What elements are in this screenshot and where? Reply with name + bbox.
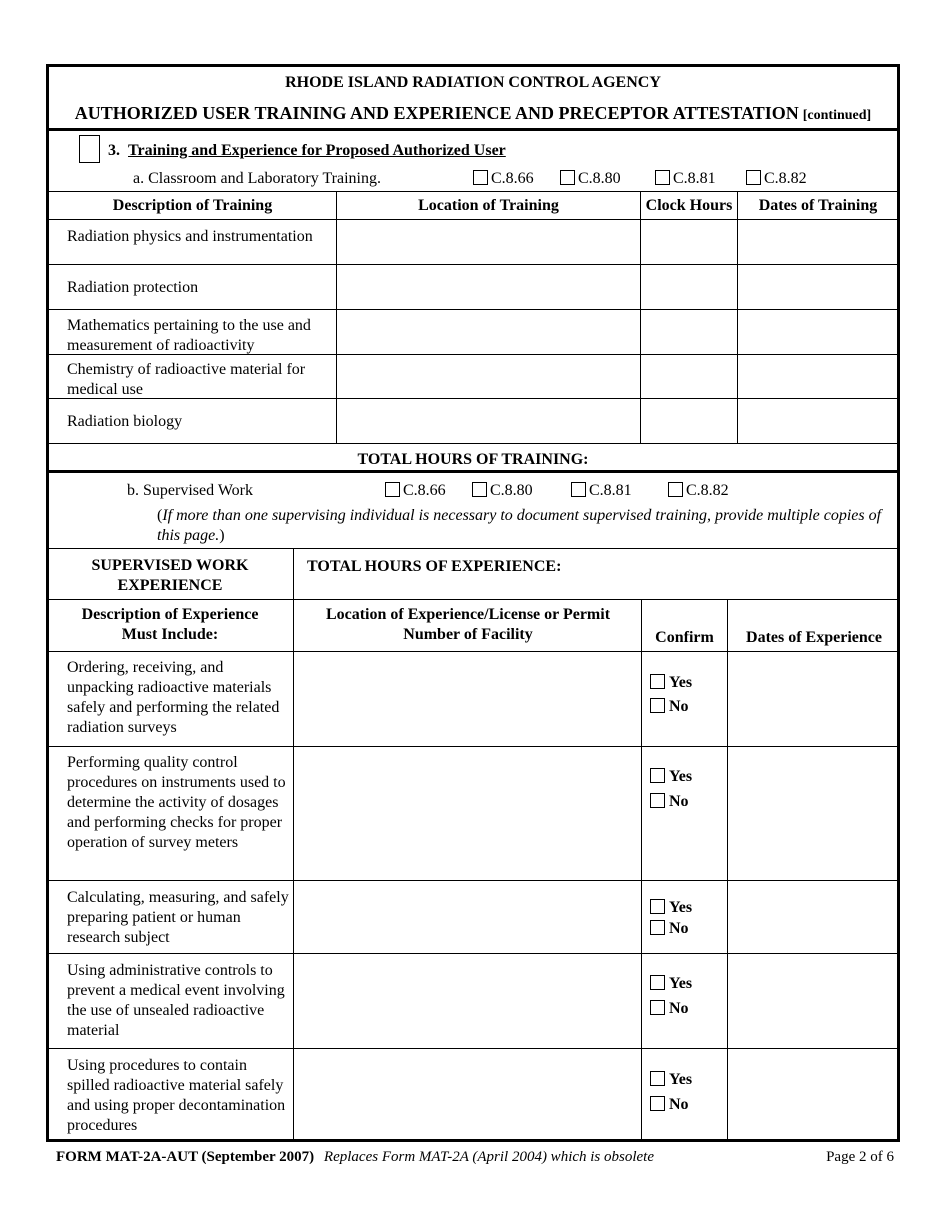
checkbox[interactable]: [385, 482, 400, 497]
col-header-dates: Dates of Training: [758, 197, 878, 214]
part-b-label: b. Supervised Work: [127, 482, 253, 499]
checkbox[interactable]: [655, 170, 670, 185]
part-b-option[interactable]: C.8.80: [472, 481, 533, 501]
form-title: AUTHORIZED USER TRAINING AND EXPERIENCE AND PRECEPTOR ATTESTATION: [74, 103, 799, 123]
checkbox[interactable]: [650, 698, 665, 713]
table-rule: [46, 309, 900, 310]
section3-title: Training and Experience for Proposed Authorized User: [128, 142, 506, 159]
training-row-label: Chemistry of radioactive material for medical use: [67, 361, 306, 398]
table-rule: [46, 443, 900, 444]
part-b-option[interactable]: C.8.82: [668, 481, 729, 501]
table-col-rule: [640, 191, 641, 443]
checkbox[interactable]: [650, 1000, 665, 1015]
table-rule: [46, 264, 900, 265]
experience-row-label: Using administrative controls to prevent a medical event involving the use of unsealed radioactive material: [67, 962, 285, 1039]
table-col-rule: [727, 599, 728, 1140]
confirm-yes[interactable]: Yes: [650, 974, 692, 994]
col-header-location: Location of Training: [418, 197, 559, 214]
training-row-label: Radiation physics and instrumentation: [67, 228, 313, 245]
part-a-option[interactable]: C.8.66: [473, 169, 534, 189]
supervised-work-experience-label: SUPERVISED WORK EXPERIENCE: [91, 557, 249, 594]
col-header-confirm: Confirm: [655, 629, 714, 646]
experience-row-label: Calculating, measuring, and safely preparing patient or human research subject: [67, 889, 289, 946]
training-row-label: Radiation protection: [67, 279, 199, 296]
checkbox[interactable]: [650, 975, 665, 990]
header-divider: [46, 128, 900, 131]
agency-name: RHODE ISLAND RADIATION CONTROL AGENCY: [285, 74, 661, 91]
page-number: Page 2 of 6: [826, 1149, 894, 1165]
col-header-experience-location: Location of Experience/License or Permit Number of Facility: [325, 606, 611, 643]
training-row-label: Radiation biology: [67, 413, 183, 430]
checkbox[interactable]: [650, 793, 665, 808]
table-rule: [46, 191, 900, 192]
table-col-rule: [737, 191, 738, 443]
training-row-label: Mathematics pertaining to the use and measurement of radioactivity: [67, 317, 311, 354]
section3-number: 3.: [108, 142, 120, 159]
part-b-option[interactable]: C.8.81: [571, 481, 632, 501]
page-title: [49, 102, 897, 127]
confirm-no[interactable]: No: [650, 792, 689, 812]
confirm-no[interactable]: No: [650, 999, 689, 1019]
checkbox[interactable]: [571, 482, 586, 497]
footer-form-info: [56, 1148, 654, 1167]
experience-row-label: Using procedures to contain spilled radioactive material safely and using proper decontamination procedures: [67, 1057, 286, 1134]
checkbox[interactable]: [650, 674, 665, 689]
table-rule: [46, 470, 900, 473]
part-a-option[interactable]: C.8.81: [655, 169, 716, 189]
checkbox[interactable]: [650, 768, 665, 783]
checkbox[interactable]: [650, 920, 665, 935]
col-header-clock-hours: Clock Hours: [645, 197, 733, 214]
experience-row-label: Performing quality control procedures on instruments used to determine the activity of dosages and performing checks for proper operation of survey meters: [67, 754, 286, 851]
table-rule: [46, 1048, 900, 1049]
confirm-yes[interactable]: Yes: [650, 673, 692, 693]
part-a-label: a. Classroom and Laboratory Training.: [133, 170, 381, 187]
checkbox[interactable]: [650, 899, 665, 914]
table-rule: [46, 880, 900, 881]
table-col-rule: [336, 191, 337, 443]
part-b-option[interactable]: C.8.66: [385, 481, 446, 501]
table-col-rule: [641, 599, 642, 1140]
confirm-no[interactable]: No: [650, 1095, 689, 1115]
experience-row-label: Ordering, receiving, and unpacking radioactive materials safely and performing the related radiation surveys: [67, 659, 280, 736]
total-hours-training-label: TOTAL HOURS OF TRAINING:: [357, 451, 589, 468]
section3-checkbox[interactable]: [79, 135, 100, 163]
table-col-rule: [293, 548, 294, 1140]
checkbox[interactable]: [650, 1071, 665, 1086]
table-rule: [46, 548, 900, 549]
table-rule: [46, 953, 900, 954]
footer-replaces: Replaces Form MAT-2A (April 2004) which is obsolete: [323, 1149, 655, 1165]
col-header-experience-description: Description of Experience Must Include:: [81, 606, 259, 643]
col-header-description: Description of Training: [112, 197, 273, 214]
checkbox[interactable]: [560, 170, 575, 185]
table-rule: [46, 219, 900, 220]
checkbox[interactable]: [668, 482, 683, 497]
checkbox[interactable]: [650, 1096, 665, 1111]
table-rule: [46, 599, 900, 600]
col-header-dates-experience: Dates of Experience: [746, 629, 882, 646]
confirm-yes[interactable]: Yes: [650, 898, 692, 918]
part-a-option[interactable]: C.8.82: [746, 169, 807, 189]
confirm-no[interactable]: No: [650, 919, 689, 939]
checkbox[interactable]: [472, 482, 487, 497]
checkbox[interactable]: [473, 170, 488, 185]
table-rule: [46, 651, 900, 652]
confirm-yes[interactable]: Yes: [650, 1070, 692, 1090]
table-rule: [46, 746, 900, 747]
total-hours-experience-label: TOTAL HOURS OF EXPERIENCE:: [307, 558, 562, 575]
checkbox[interactable]: [746, 170, 761, 185]
continued-label: [continued]: [802, 108, 872, 123]
confirm-no[interactable]: No: [650, 697, 689, 717]
section3-heading: [108, 141, 506, 161]
part-b-note: (If more than one supervising individual is necessary to document supervised training, provide multiple copies of this page.): [157, 507, 882, 544]
footer-form-id: FORM MAT-2A-AUT (September 2007): [56, 1149, 315, 1165]
confirm-yes[interactable]: Yes: [650, 767, 692, 787]
part-a-option[interactable]: C.8.80: [560, 169, 621, 189]
